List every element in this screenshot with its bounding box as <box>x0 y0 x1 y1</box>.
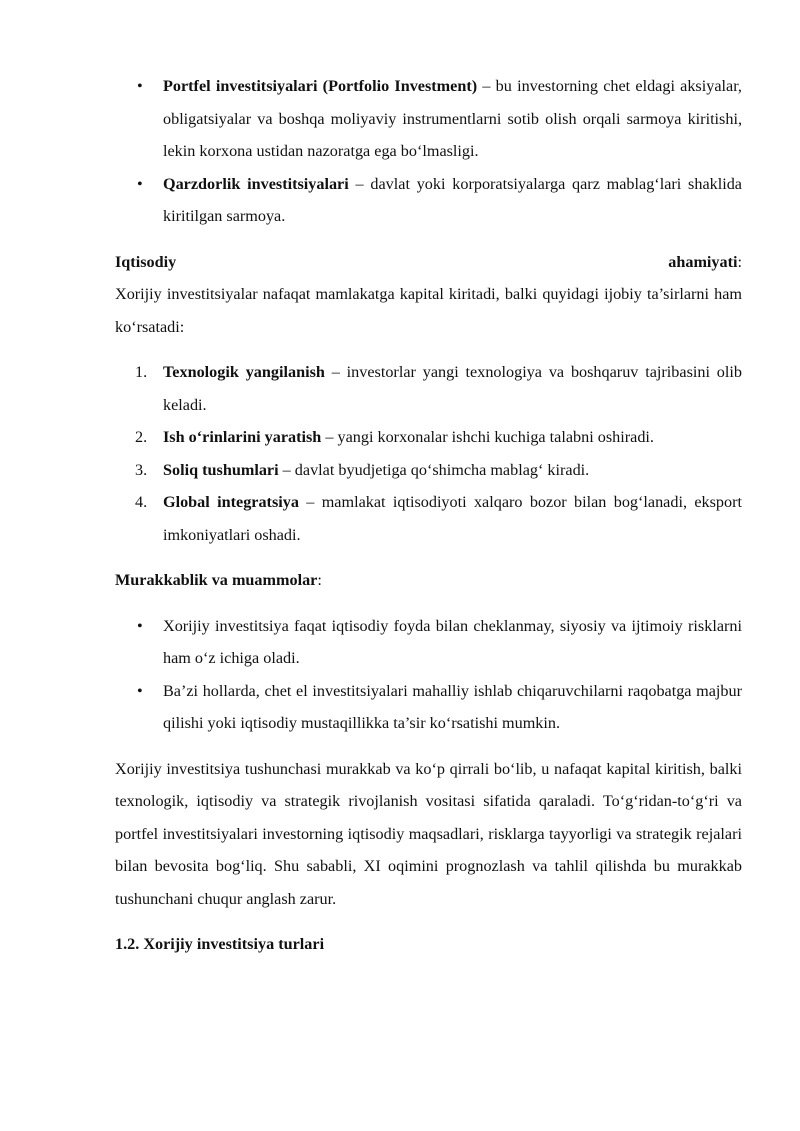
bullet-icon: • <box>137 174 143 193</box>
list-item <box>115 610 742 675</box>
item-text: Xorijiy investitsiya faqat iqtisodiy foyda bilan cheklanmay, siyosiy va ijtimoiy risklarni ham oʻz ichiga oladi. <box>163 616 742 667</box>
list-item <box>115 454 742 487</box>
item-text: – investorlar yangi texnologiya va boshqaruv tajribasini olib keladi. <box>163 363 742 414</box>
bullet-icon: • <box>137 77 143 95</box>
problems-heading-text: Murakkablik va muammolar <box>115 571 318 589</box>
bullet-icon: • <box>137 681 143 700</box>
economic-heading <box>115 246 742 279</box>
item-term: Global integratsiya <box>163 493 299 511</box>
list-item <box>115 70 742 168</box>
section-heading-text: 1.2. Xorijiy investitsiya turlari <box>115 935 325 953</box>
economic-heading-word2: ahamiyati <box>668 252 738 271</box>
item-number: 1. <box>135 363 148 381</box>
item-number: 4. <box>135 493 148 511</box>
item-text: – davlat byudjetiga qoʻshimcha mablagʻ kiradi. <box>278 460 590 479</box>
item-text: – davlat yoki korporatsiyalarga qarz mablagʻlari shaklida kiritilgan sarmoya. <box>163 174 742 225</box>
list-item <box>115 486 742 551</box>
economic-heading-colon: : <box>737 252 742 271</box>
list-item <box>115 421 742 454</box>
item-text: – yangi korxonalar ishchi kuchiga talabni oshiradi. <box>321 428 654 446</box>
economic-numbered-list <box>115 356 742 551</box>
list-item <box>115 168 742 233</box>
item-text: Ba’zi hollarda, chet el investitsiyalari mahalliy ishlab chiqaruvchilarni raqobatga majbur qilishi yoki iqtisodiy mustaqillikka ta’sir koʻrsatishi mumkin. <box>163 681 742 732</box>
item-text: – mamlakat iqtisodiyoti xalqaro bozor bilan bogʻlanadi, eksport imkoniyatlari oshadi. <box>163 493 742 544</box>
bullet-icon: • <box>137 616 143 635</box>
item-term: Soliq tushumlari <box>163 460 279 479</box>
item-term: Texnologik yangilanish <box>163 363 325 381</box>
document-page <box>115 70 742 961</box>
conclusion-paragraph: Xorijiy investitsiya tushunchasi murakkab va koʻp qirrali boʻlib, u nafaqat kapital kiritish, balki texnologik, iqtisodiy va strategik rivojlanish vositasi sifatida qaraladi. Toʻgʻridan-toʻgʻri va portfel investitsiyalari investorning iqtisodiy maqsadlari, risklarga tayyorligi va strategik rejalari bilan bevosita bogʻliq. Shu sababli, XI oqimini prognozlash va tahlil qilishda bu murakkab tushunchani chuqur anglash zarur. <box>115 759 742 908</box>
economic-heading-word1: Iqtisodiy <box>115 252 177 271</box>
list-item <box>115 675 742 740</box>
item-term: Portfel investitsiyalari (Portfolio Investment) <box>163 77 478 95</box>
problems-heading <box>115 564 742 597</box>
list-item <box>115 356 742 421</box>
problems-bullet-list <box>115 610 742 740</box>
item-term: Qarzdorlik investitsiyalari <box>163 174 349 193</box>
item-term: Ish oʻrinlarini yaratish <box>163 428 322 446</box>
item-text: – bu investorning chet eldagi aksiyalar, obligatsiyalar va boshqa moliyaviy instrumentlarni sotib olish orqali sarmoya kiritishi, lekin korxona ustidan nazoratga ega boʻlmasligi. <box>163 77 742 160</box>
economic-intro: Xorijiy investitsiyalar nafaqat mamlakatga kapital kiritadi, balki quyidagi ijobiy ta’sirlarni ham koʻrsatadi: <box>115 285 742 336</box>
section-heading <box>115 928 742 961</box>
item-number: 2. <box>135 428 148 446</box>
problems-heading-colon: : <box>317 571 322 589</box>
intro-bullet-list <box>115 70 742 233</box>
item-number: 3. <box>135 460 148 479</box>
economic-heading-end <box>668 246 742 279</box>
